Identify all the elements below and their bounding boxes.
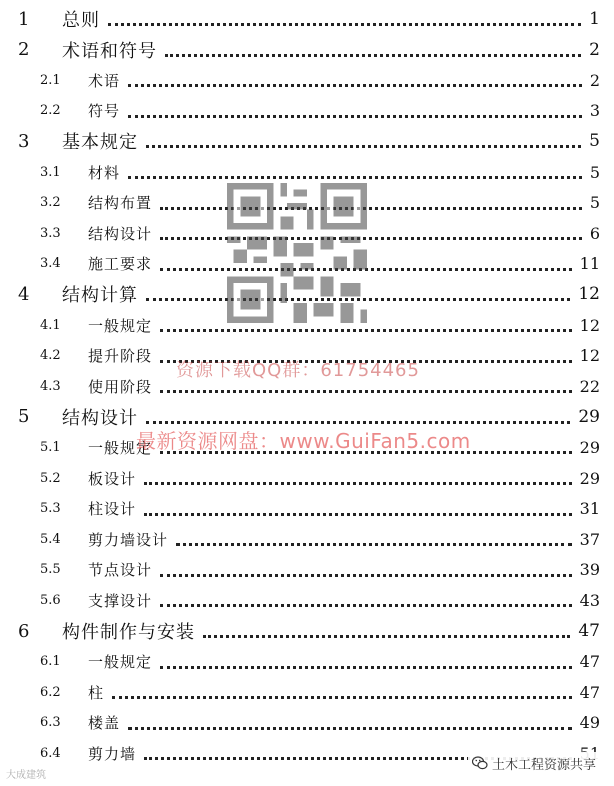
toc-page-number: 2 bbox=[589, 39, 600, 60]
toc-page-number: 31 bbox=[579, 499, 600, 519]
toc-entry-title: 施工要求 bbox=[88, 255, 153, 274]
toc-entry-title: 结构计算 bbox=[62, 285, 138, 307]
toc-entry-title: 结构设计 bbox=[62, 407, 138, 429]
toc-entry-number: 6 bbox=[18, 620, 30, 642]
toc-chapter-row[interactable] bbox=[0, 128, 614, 154]
toc-leader-dots bbox=[144, 507, 572, 516]
toc-leader-dots bbox=[160, 598, 572, 607]
toc-entry-title: 节点设计 bbox=[88, 561, 153, 580]
toc-entry-number: 5.5 bbox=[40, 562, 61, 578]
toc-section-row[interactable] bbox=[0, 526, 614, 552]
toc-leader-dots bbox=[160, 323, 572, 332]
toc-page-number: 12 bbox=[578, 284, 600, 305]
toc-page-number: 12 bbox=[579, 346, 600, 366]
toc-entry-title: 构件制作与安装 bbox=[62, 622, 195, 643]
toc-leader-dots bbox=[160, 201, 582, 210]
toc-entry-title: 基本规定 bbox=[62, 132, 138, 154]
toc-chapter-row[interactable] bbox=[0, 37, 614, 63]
toc-leader-dots bbox=[108, 17, 581, 26]
toc-page-number: 47 bbox=[578, 621, 600, 641]
toc-leader-dots bbox=[146, 139, 581, 148]
toc-entry-title: 柱设计 bbox=[88, 500, 137, 519]
toc-entry-title: 一般规定 bbox=[88, 438, 153, 457]
toc-page-number: 6 bbox=[589, 223, 600, 243]
toc-entry-number: 5.4 bbox=[40, 531, 61, 547]
wechat-icon bbox=[472, 755, 488, 771]
toc-leader-dots bbox=[128, 109, 582, 118]
toc-leader-dots bbox=[160, 660, 572, 669]
toc-section-row[interactable] bbox=[0, 710, 614, 736]
qr-code-watermark bbox=[227, 183, 367, 323]
toc-entry-number: 2.2 bbox=[40, 103, 61, 119]
toc-entry-number: 4 bbox=[18, 283, 30, 305]
toc-leader-dots bbox=[160, 231, 582, 240]
toc-entry-title: 术语和符号 bbox=[62, 40, 157, 62]
toc-section-row[interactable] bbox=[0, 587, 614, 613]
toc-entry-number: 6.1 bbox=[40, 654, 61, 670]
bottom-left-watermark: 大成建筑 bbox=[6, 770, 46, 781]
toc-page-number: 2 bbox=[589, 70, 600, 90]
toc-page-number: 49 bbox=[579, 713, 600, 733]
toc-entry-title: 板设计 bbox=[88, 469, 137, 488]
toc-entry-title: 提升阶段 bbox=[88, 347, 153, 366]
toc-entry-number: 5.3 bbox=[40, 501, 61, 517]
toc-entry-number: 5.1 bbox=[40, 439, 61, 455]
toc-page-number: 12 bbox=[579, 315, 600, 335]
toc-entry-title: 剪力墙 bbox=[88, 744, 137, 763]
toc-entry-number: 5 bbox=[18, 406, 30, 428]
toc-entry-number: 6.2 bbox=[40, 684, 61, 700]
toc-page-number: 47 bbox=[579, 652, 600, 672]
toc-entry-number: 6.4 bbox=[40, 745, 61, 761]
wechat-account-name: 土木工程资源共享 bbox=[491, 757, 596, 773]
toc-entry-number: 3.1 bbox=[40, 164, 61, 180]
toc-entry-number: 1 bbox=[18, 8, 30, 30]
toc-entry-number: 5.2 bbox=[40, 470, 61, 486]
toc-leader-dots bbox=[165, 48, 581, 57]
toc-entry-title: 一般规定 bbox=[88, 653, 153, 672]
toc-leader-dots bbox=[160, 568, 572, 577]
toc-page-number: 43 bbox=[579, 590, 600, 610]
toc-leader-dots bbox=[146, 415, 570, 424]
toc-entry-title: 使用阶段 bbox=[88, 377, 153, 396]
toc-entry-number: 3.4 bbox=[40, 256, 61, 272]
toc-entry-title: 柱 bbox=[88, 683, 105, 702]
toc-section-row[interactable] bbox=[0, 649, 614, 675]
toc-section-row[interactable] bbox=[0, 159, 614, 185]
toc-entry-number: 2.1 bbox=[40, 72, 61, 88]
toc-entry-title: 符号 bbox=[88, 102, 121, 121]
toc-page-number: 29 bbox=[579, 468, 600, 488]
toc-page-number: 29 bbox=[579, 437, 600, 457]
qq-group-watermark: 资源下载QQ群：61754465 bbox=[176, 360, 420, 381]
toc-leader-dots bbox=[128, 721, 572, 730]
toc-leader-dots bbox=[128, 170, 582, 179]
toc-section-row[interactable] bbox=[0, 67, 614, 93]
toc-chapter-row[interactable] bbox=[0, 6, 614, 32]
toc-entry-title: 术语 bbox=[88, 71, 121, 90]
toc-entry-number: 4.3 bbox=[40, 378, 61, 394]
toc-entry-title: 支撑设计 bbox=[88, 591, 153, 610]
toc-page-number: 5 bbox=[589, 193, 600, 213]
toc-page-number: 37 bbox=[579, 529, 600, 549]
toc-page-number: 5 bbox=[589, 131, 600, 152]
toc-page-number: 29 bbox=[578, 406, 600, 427]
toc-leader-dots bbox=[176, 537, 572, 546]
toc-entry-title: 楼盖 bbox=[88, 714, 121, 733]
toc-entry-title: 结构布置 bbox=[88, 194, 153, 213]
toc-entry-number: 3.2 bbox=[40, 195, 61, 211]
toc-leader-dots bbox=[112, 690, 572, 699]
toc-section-row[interactable] bbox=[0, 465, 614, 491]
toc-entry-number: 3.3 bbox=[40, 225, 61, 241]
toc-page-number: 39 bbox=[579, 560, 600, 580]
toc-entry-title: 结构设计 bbox=[88, 224, 153, 243]
toc-entry-title: 一般规定 bbox=[88, 316, 153, 335]
toc-entry-title: 总则 bbox=[62, 10, 100, 31]
toc-section-row[interactable] bbox=[0, 496, 614, 522]
toc-section-row[interactable] bbox=[0, 557, 614, 583]
toc-entry-number: 4.2 bbox=[40, 348, 61, 364]
toc-entry-number: 5.6 bbox=[40, 592, 61, 608]
toc-page-number: 22 bbox=[579, 376, 600, 396]
wechat-account-badge[interactable] bbox=[468, 752, 600, 774]
toc-leader-dots bbox=[160, 384, 572, 393]
site-watermark: 最新资源网盘：www.GuiFan5.com bbox=[136, 429, 471, 453]
toc-page-number: 3 bbox=[589, 101, 600, 121]
toc-page-number: 5 bbox=[589, 162, 600, 182]
toc-entry-number: 6.3 bbox=[40, 715, 61, 731]
toc-page-number: 11 bbox=[579, 254, 600, 274]
toc-section-row[interactable] bbox=[0, 98, 614, 124]
toc-leader-dots bbox=[203, 629, 570, 638]
toc-entry-title: 剪力墙设计 bbox=[88, 530, 169, 549]
toc-page-number: 47 bbox=[579, 682, 600, 702]
toc-page-number: 1 bbox=[589, 9, 600, 29]
toc-leader-dots bbox=[128, 78, 582, 87]
toc-section-row[interactable] bbox=[0, 679, 614, 705]
toc-entry-number: 3 bbox=[18, 130, 30, 152]
toc-entry-number: 4.1 bbox=[40, 317, 61, 333]
toc-chapter-row[interactable] bbox=[0, 618, 614, 644]
toc-leader-dots bbox=[144, 476, 572, 485]
toc-entry-number: 2 bbox=[18, 39, 30, 61]
toc-entry-title: 材料 bbox=[88, 163, 121, 182]
